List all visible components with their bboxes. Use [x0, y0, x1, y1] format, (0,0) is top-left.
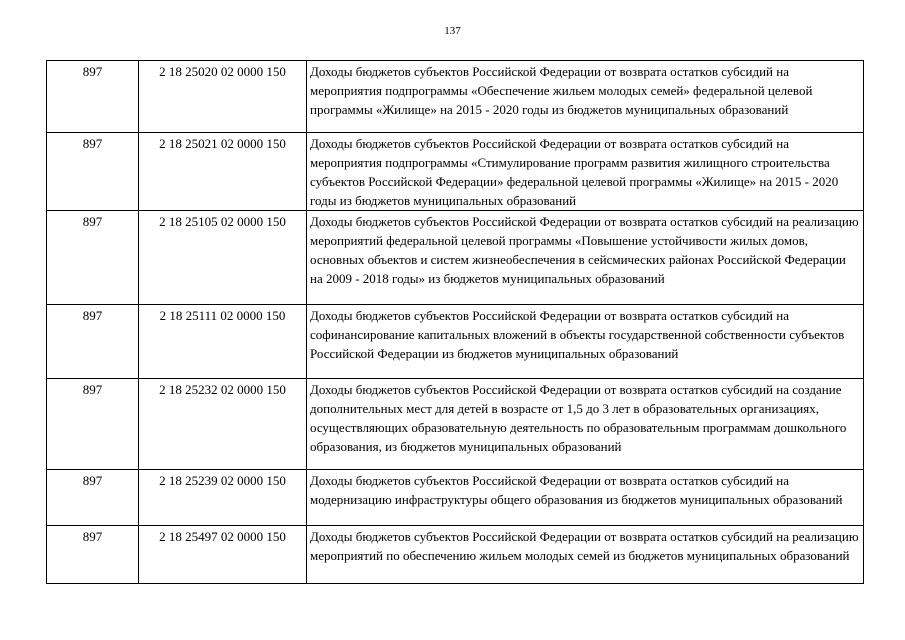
page-number: 137 [444, 25, 461, 37]
description-cell: Доходы бюджетов субъектов Российской Федерации от возврата остатков субсидий на мероприятия подпрограммы «Стимулирование программ развития жилищного строительства субъектов Российской Федерации» федеральной целевой программы «Жилище» на 2015 - 2020 годы из бюджетов муниципальных образований [307, 133, 864, 211]
table-row [47, 133, 864, 211]
table-row [47, 305, 864, 379]
admin-code-cell: 897 [47, 211, 139, 305]
admin-code-cell: 897 [47, 133, 139, 211]
budget-code-cell: 2 18 25232 02 0000 150 [139, 379, 307, 470]
admin-code-cell: 897 [47, 470, 139, 526]
description-cell: Доходы бюджетов субъектов Российской Федерации от возврата остатков субсидий на модернизацию инфраструктуры общего образования из бюджетов муниципальных образований [307, 470, 864, 526]
budget-code-cell: 2 18 25239 02 0000 150 [139, 470, 307, 526]
admin-code-cell: 897 [47, 379, 139, 470]
admin-code-cell: 897 [47, 305, 139, 379]
table-row [47, 379, 864, 470]
budget-code-cell: 2 18 25020 02 0000 150 [139, 61, 307, 133]
admin-code-cell: 897 [47, 526, 139, 584]
table-row [47, 61, 864, 133]
table-row [47, 211, 864, 305]
budget-code-cell: 2 18 25105 02 0000 150 [139, 211, 307, 305]
table-row [47, 526, 864, 584]
description-cell: Доходы бюджетов субъектов Российской Федерации от возврата остатков субсидий на софинансирование капитальных вложений в объекты государственной собственности субъектов Российской Федерации из бюджетов муниципальных образований [307, 305, 864, 379]
budget-code-cell: 2 18 25021 02 0000 150 [139, 133, 307, 211]
admin-code-cell: 897 [47, 61, 139, 133]
budget-code-cell: 2 18 25111 02 0000 150 [139, 305, 307, 379]
description-cell: Доходы бюджетов субъектов Российской Федерации от возврата остатков субсидий на создание дополнительных мест для детей в возрасте от 1,5 до 3 лет в образовательных организациях, осуществляющих образовательную деятельность по образовательным программам дошкольного образования, из бюджетов муниципальных образований [307, 379, 864, 470]
budget-code-cell: 2 18 25497 02 0000 150 [139, 526, 307, 584]
description-cell: Доходы бюджетов субъектов Российской Федерации от возврата остатков субсидий на реализацию мероприятий федеральной целевой программы «Повышение устойчивости жилых домов, основных объектов и систем жизнеобеспечения в сейсмических районах Российской Федерации на 2009 - 2018 годы» из бюджетов муниципальных образований [307, 211, 864, 305]
revenue-codes-table [46, 60, 864, 584]
table-row [47, 470, 864, 526]
description-cell: Доходы бюджетов субъектов Российской Федерации от возврата остатков субсидий на мероприятия подпрограммы «Обеспечение жильем молодых семей» федеральной целевой программы «Жилище» на 2015 - 2020 годы из бюджетов муниципальных образований [307, 61, 864, 133]
description-cell: Доходы бюджетов субъектов Российской Федерации от возврата остатков субсидий на реализацию мероприятий по обеспечению жильем молодых семей из бюджетов муниципальных образований [307, 526, 864, 584]
